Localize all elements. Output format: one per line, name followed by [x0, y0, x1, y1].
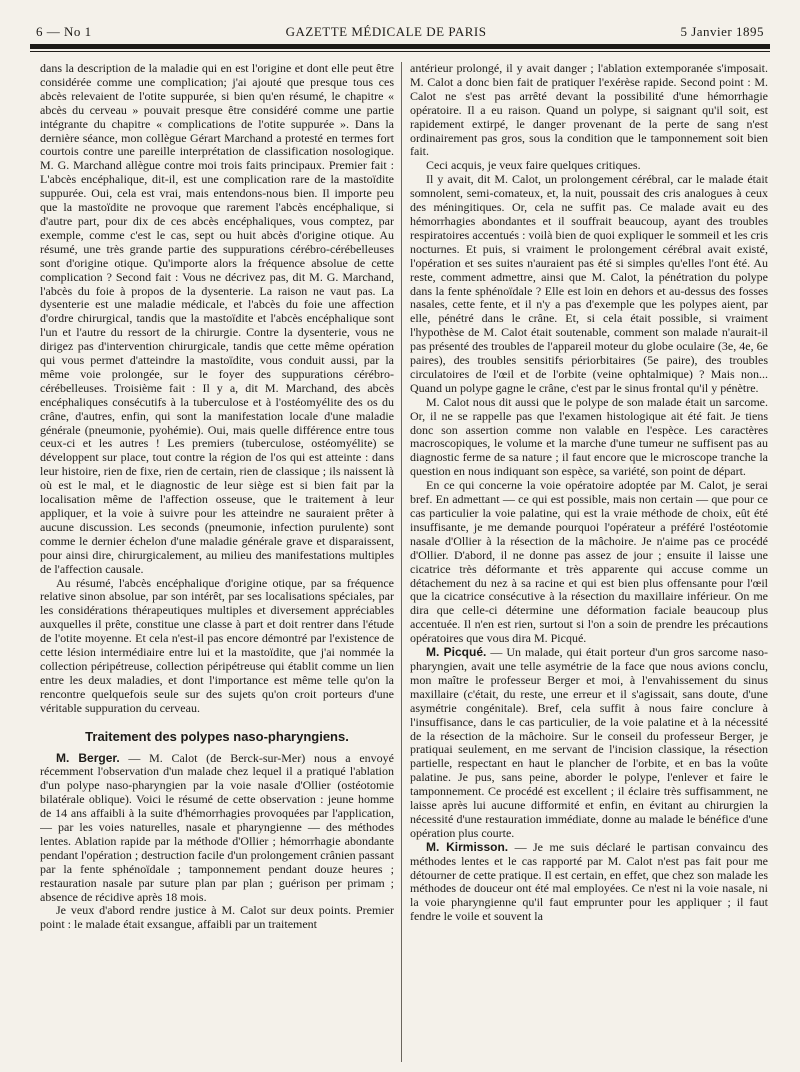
- speech-text: — Un malade, qui était porteur d'un gros sarcome naso-pharyngien, avait une telle asymétrie de la face que nous avions conclu, mon maître le professeur Berger et moi, à l'envahissement du sinus maxillaire (c'était, du reste, une erreur et il s'agissait, sans doute, d'une asymétrie congénitale). Bref, cela suffit à nous faire conclure à l'insuffisance, dans le cas particulier, de la voie palatine et à la nécessité de la résection de la mâchoire. Sur le conseil du professeur Berger, je pratiquai seulement, en me servant de l'incision classique, la résection partielle, respectant en haut le plancher de l'orbite, et en bas la voûte palatine. Je pus, sans peine, aborder le polype, l'enlever et faire le tamponnement. Ce procédé est excellent ; il éclaire très suffisamment, ne laisse après lui aucune difformité et enfin, en évitant au chirurgien la nécessité d'une restauration immédiate, donne au malade le bénéfice d'une opération plus courte.: [410, 645, 768, 840]
- paragraph: Ceci acquis, je veux faire quelques critiques.: [426, 158, 641, 173]
- paragraph: Je veux d'abord rendre justice à M. Calot sur deux points. Premier point : le malade était exsangue, affaibli par un traitement: [40, 903, 394, 932]
- right-column: [410, 62, 768, 1062]
- header-rule-thick: [30, 44, 770, 49]
- paragraph: Il y avait, dit M. Calot, un prolongement cérébral, car le malade était somnolent, semi-comateux, et, la nuit, poussait des cris analogues à ceux des méningitiques. Or, cela ne suffit pas. Ce malade avait eu des hémorrhagies abondantes et il souffrait beaucoup, ayant des troubles respiratoires accentués : voilà bien de quoi expliquer le sommeil et les cris nocturnes. Et puis, si vraiment le prolongement cérébral avait existé, l'opération et ses suites n'auraient pas été si simples qu'elles l'ont été. Au reste, comment admettre, ainsi que M. Calot, la pénétration du polype dans la fente sphénoïdale ? Elle est loin en dehors et au-dessus des fosses nasales, cette fente, et il n'y a pas d'exemple que les polypes aient, par elle, pénétré dans le crâne. Et, si cela était possible, si vraiment l'hypothèse de M. Calot était soutenable, comment son malade n'aurait-il pas présenté des troubles de l'appareil moteur du globe oculaire (3e, 4e, 6e paires), des troubles sensitifs périorbitaires (5e paire), des troubles circulatoires de l'œil et de l'orbite (veine ophtalmique) ? Mais non... Quand un polype gagne le crâne, c'est par le sinus frontal qu'il y pénètre.: [410, 172, 768, 395]
- paragraph: [410, 646, 768, 841]
- paragraph: antérieur prolongé, il y avait danger ; l'ablation extemporanée s'imposait. M. Calot a donc bien fait de pratiquer l'exérèse rapide. Second point : M. Calot ne s'est pas arrêté devant la possibilité d'une hémorrhagie opératoire. Il a eu raison. Quand un polype, si saignant qu'il soit, est rapidement extirpé, le danger provenant de la perte de sang n'est ordinairement pas gros, sous la condition que le tamponnement soit bien fait.: [410, 62, 768, 159]
- speaker-name: M. Picqué.: [426, 645, 487, 660]
- page-header: [36, 20, 764, 44]
- journal-title: GAZETTE MÉDICALE DE PARIS: [285, 24, 487, 39]
- speaker-name: M. Kirmisson.: [426, 839, 509, 854]
- speaker-name: M. Berger.: [56, 750, 120, 765]
- speech-text: — M. Calot (de Berck-sur-Mer) nous a envoyé récemment l'observation d'un malade chez lequel il a pratiqué l'ablation d'un polype naso-pharyngien par la voie nasale d'Ollier (ostéotomie bilatérale oblique). Voici le résumé de cette observation : jeune homme de 14 ans affaibli à la suite d'hémorrhagies provoquées par l'application, — par les voies naturelles, nasale et pharyngienne — des méthodes lentes. Ablation rapide par la méthode d'Ollier ; hémorrhagie abondante pendant l'opération ; destruction facile d'un prolongement crânien passant par la fente sphénoïdale ; tamponnement pendant douze heures ; restauration nasale par suture plan par plan ; guérison per primam ; absence de récidive après 18 mois.: [40, 750, 394, 904]
- left-column: [40, 62, 394, 1062]
- column-divider: [401, 62, 402, 1062]
- paragraph: M. Calot nous dit aussi que le polype de son malade était un sarcome. Or, il ne se rappelle pas que l'examen histologique ait été fait. Je tiens donc son assertion comme non valable en l'espèce. Les caractères macroscopiques, le volume et la marche d'une tumeur ne suffisent pas au diagnostic ferme de sa nature ; il faut encore que le microscope tranche la question en nous indiquant son espèce, sa variété, son point de départ.: [410, 394, 768, 479]
- speech-text: — Je me suis déclaré le partisan convaincu des méthodes lentes et le cas rapporté par M. Calot n'est pas fait pour me détourner de cette pratique. Il est certain, en effet, que chez son malade les méthodes de douceur ont été mal employées. Ce n'est ni la voie nasale, ni la voie pharyngienne qu'il faut emprunter pour les appliquer ; il faut fendre le voile et souvent la: [410, 839, 768, 924]
- paragraph: Au résumé, l'abcès encéphalique d'origine otique, par sa fréquence relative sinon absolue, par son intérêt, par ses localisations spéciales, par les considérations thérapeutiques multiples et diversement appréciables auxquelles il prête, constitue une classe à part et doit rentrer dans l'étude de l'otite moyenne. Et cela n'est-il pas encore démontré par l'existence de cette lésion intermédiaire entre lui et la mastoïdite, que j'ai nommée la collection péripétreuse, collection péripétreuse qui établit comme un lien entre les deux maladies, et dont l'importance est même telle qu'on la rencontre quelquefois seule sur des sujets qu'on croit porteurs d'une véritable suppuration du cerveau.: [40, 575, 394, 715]
- section-title: Traitement des polypes naso-pharyngiens.: [85, 728, 349, 744]
- header-rule-thin: [30, 51, 770, 52]
- paragraph: En ce qui concerne la voie opératoire adoptée par M. Calot, je serai bref. En admettant — ce qui est possible, mais non certain — que pour ce cas particulier la voie palatine, qui est la vraie méthode de choix, eût été insuffisante, je me demande pourquoi l'opérateur a préféré l'ostéotomie nasale d'Ollier à la résection de la mâchoire. Je n'aime pas ce procédé d'Ollier. D'abord, il ne donne pas assez de jour ; ensuite il laisse une cicatrice très déformante et très apparente qui accuse comme un détachement du nez à sa racine et qui est bien plus offensante pour l'œil que la cicatrice consécutive à la résection du maxillaire inférieur. On me dira que celle-ci détermine une déformation faciale beaucoup plus accentuée. Il n'en est rien, surtout si l'on a soin de prendre les précautions opératoires que vous dira M. Picqué.: [410, 478, 768, 646]
- page-number: 6 — No 1: [36, 24, 92, 39]
- paragraph: [40, 752, 394, 905]
- paragraph: [410, 841, 768, 924]
- paragraph: dans la description de la maladie qui en est l'origine et dont elle peut être considérée comme une complication; j'ai ajouté que presque tous ces abcès relevaient de l'otite suppurée, si bien qu'en résumé, le chapitre « abcès du cerveau » pouvait presque être considéré comme une partie intégrante du chapitre « complications de l'otite suppurée ». Dans la dernière séance, mon collègue Gérart Marchand a protesté en termes fort courtois contre une pareille interprétation de classification nosologique. M. G. Marchand allègue contre moi trois faits principaux. Premier fait : L'abcès encéphalique, dit-il, est une complication rare de la mastoïdite suppurée. Oui, cela est vrai, mais entendons-nous bien. Il importe peu que la mastoïdite ne provoque que rarement l'abcès encéphalique, si d'autre part, pour dix de ces abcès encéphaliques, vous comptez, par exemple, comme c'est le cas, sept ou huit abcès d'origine otique. Au résumé, une très grande partie des suppurations cérébro-cérébelleuses sont d'origine otique. Qu'importe alors la fréquence absolue de cette complication ? Second fait : Vous ne décrivez pas, dit M. G. Marchand, l'abcès du foie à propos de la dysenterie. La raison ne vaut pas. La dysenterie est une maladie médicale, et l'abcès du foie une affection d'ordre chirurgical, tandis que la mastoïdite et l'abcès encéphalique sont l'un et l'autre du ressort de la chirurgie. Contre la dysenterie, vous ne dirigez pas d'intervention chirurgicale, tandis que cette même opération qui vous permet d'atteindre la mastoïdite, vous conduit aussi, par la même voie prolongée, sur le foyer des suppurations cérébro-cérébelleuses. Troisième fait : Il y a, dit M. Marchand, des abcès encéphaliques consécutifs à la tuberculose et à l'ostéomyélite des os du crâne, d'autres, enfin, qui sont la manifestation locale d'une maladie générale (pneumonie, pyohémie). Oui, mais quelle différence entre tous ceux-ci et les autres ! Les premiers (tuberculose, ostéomyélite) se développent sur place, tout contre la région de l'os qui est atteinte : dans leur histoire, rien de fixe, rien de certain, rien de classique ; ils naissent là où est le mal, et le diagnostic de leur siège est si bien fait par la localisation même de l'affection osseuse, que le traitement à leur appliquer, et la voie à suivre pour les atteindre ne sauraient prêter à aucune discussion. Les seconds (pneumonie, infection purulente) sont comme le dernier échelon d'une maladie générale grave et disparaissent, pour ainsi dire, chirurgicalement, au milieu des manifestations multiples de l'affection causale.: [40, 62, 394, 576]
- issue-date: 5 Janvier 1895: [680, 24, 764, 39]
